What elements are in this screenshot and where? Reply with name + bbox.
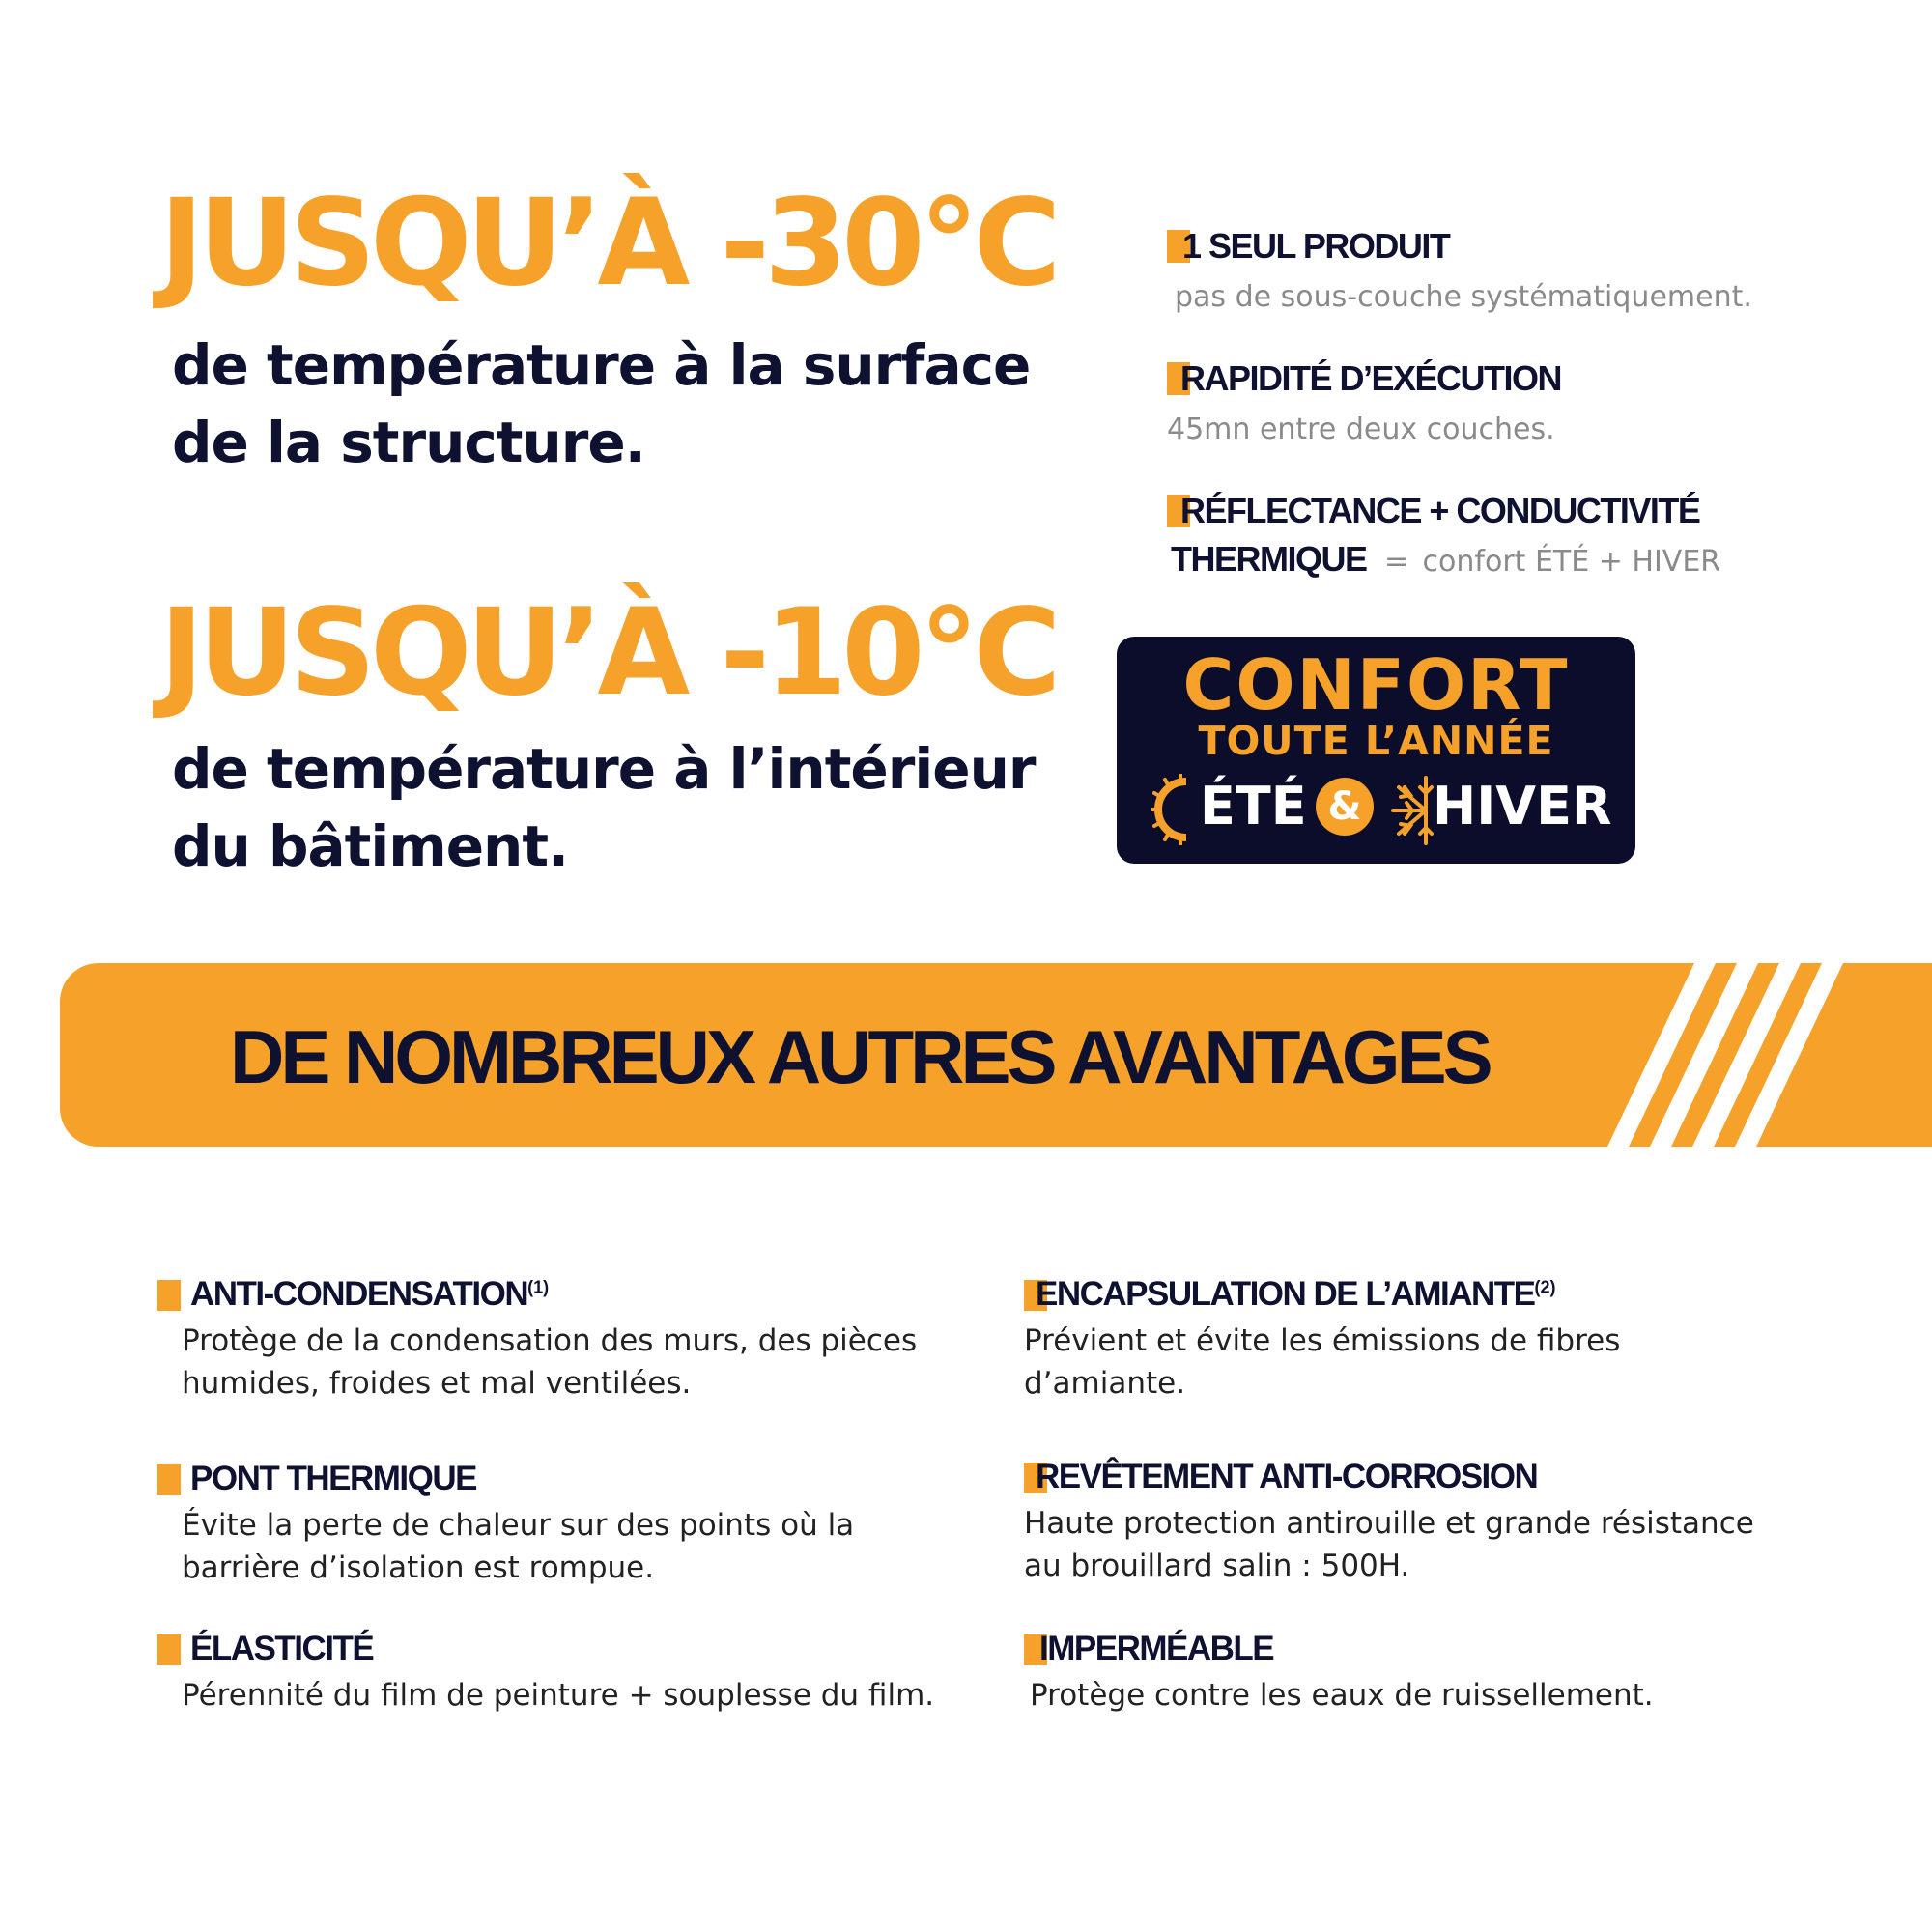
subtitle-interieur-line2: du bâtiment. [172, 813, 569, 879]
advantage-title: IMPERMÉABLE [1024, 1630, 1893, 1668]
badge-toute-lannee: TOUTE L’ANNÉE [1198, 718, 1554, 764]
accent-marker [157, 1634, 181, 1665]
feature-desc: confort ÉTÉ + HIVER [1422, 545, 1721, 579]
badge-ete: ÉTÉ [1200, 776, 1307, 837]
avantages-banner [60, 963, 1932, 1147]
advantage-desc: Protège contre les eaux de ruissellement. [1030, 1678, 1654, 1713]
feature-desc: 45mn entre deux couches. [1167, 412, 1555, 446]
feature-title: 1 SEUL PRODUIT [1167, 226, 1752, 267]
badge-amp: & [1316, 778, 1374, 836]
subtitle-surface-line1: de température à la surface [172, 332, 1031, 398]
subtitle-interieur-line1: de température à l’intérieur [172, 736, 1036, 802]
advantage-amiante [1024, 1275, 1893, 1405]
subtitle-surface [172, 327, 1030, 481]
subtitle-interieur [172, 730, 1036, 885]
feature-title: RÉFLECTANCE + CONDUCTIVITÉ [1167, 491, 1720, 531]
advantage-desc: Pérennité du film de peinture + souplesse du film. [182, 1678, 935, 1713]
headline-30: JUSQU’À -30°C [159, 174, 1056, 313]
advantage-title: PONT THERMIQUE [157, 1460, 950, 1498]
advantage-desc: Protège de la condensation des murs, des pièces humides, froides et mal ventilées. [182, 1323, 918, 1401]
banner-title: DE NOMBREUX AUTRES AVANTAGES [230, 1014, 1490, 1099]
confort-badge [1117, 637, 1635, 864]
advantage-anti-corrosion [1024, 1458, 1893, 1587]
advantage-title: ANTI-CONDENSATION$^{(1)}$ [157, 1275, 950, 1314]
advantage-desc: Évite la perte de chaleur sur des points où la barrière d’isolation est rompue. [182, 1508, 855, 1585]
advantage-impermeable [1024, 1630, 1893, 1717]
feature-title-thermique: THERMIQUE [1171, 539, 1367, 579]
advantage-title: ENCAPSULATION DE L’AMIANTE$^{(2)}$ [1024, 1275, 1893, 1314]
feature-seul-produit [1167, 226, 1752, 314]
advantage-pont-thermique [157, 1460, 950, 1589]
badge-seasons [1117, 768, 1635, 855]
advantage-title: REVÊTEMENT ANTI-CORROSION [1024, 1458, 1893, 1496]
subtitle-surface-line2: de la structure. [172, 410, 645, 475]
feature-rapidite [1167, 358, 1561, 446]
feature-reflectance [1167, 491, 1720, 580]
feature-line2 [1167, 539, 1720, 580]
snowflake-icon [1391, 776, 1434, 845]
advantage-title: ÉLASTICITÉ [157, 1630, 988, 1668]
feature-desc: pas de sous-couche systématiquement. [1175, 280, 1752, 314]
advantage-desc: Haute protection antirouille et grande résistance au brouillard salin : 500H. [1024, 1506, 1754, 1583]
accent-marker [157, 1280, 181, 1311]
advantage-anti-condensation [157, 1275, 950, 1405]
advantage-elasticite [157, 1630, 988, 1717]
advantage-desc: Prévient et évite les émissions de fibres d’amiante. [1024, 1323, 1621, 1401]
feature-equals: = [1383, 545, 1409, 579]
badge-hiver: HIVER [1433, 776, 1612, 837]
feature-title: RAPIDITÉ D’EXÉCUTION [1167, 358, 1561, 399]
stripes-decoration [1605, 963, 1932, 1147]
accent-marker [157, 1464, 181, 1495]
headline-10: JUSQU’À -10°C [159, 583, 1056, 723]
badge-confort: CONFORT [1182, 644, 1570, 725]
